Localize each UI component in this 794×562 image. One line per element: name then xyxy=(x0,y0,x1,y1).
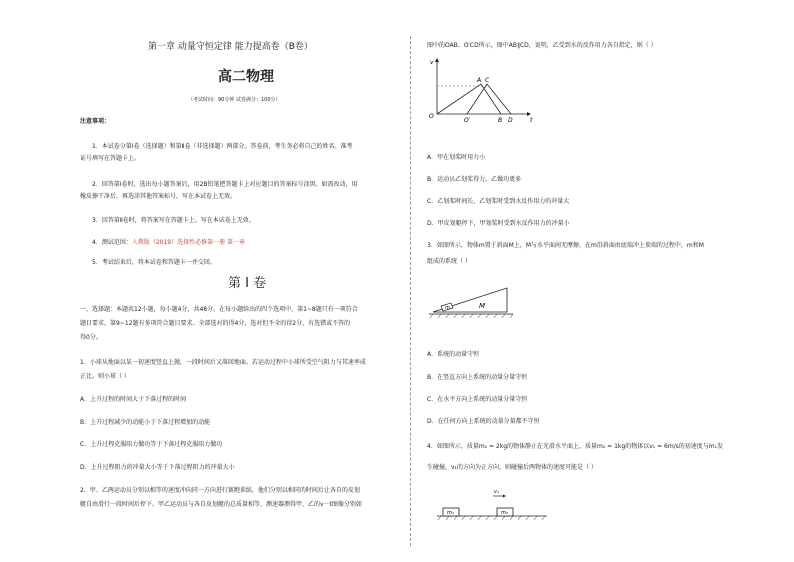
graph-label-o: O xyxy=(429,113,434,120)
q1-stem-line-1: 1．小球从地面以某一初速度竖直上抛，一段时间后又落回地面。若运动过程中小球所受空气阻力与其速率成 xyxy=(80,359,366,366)
exam-subtitle: （考试时间：90分钟 试卷满分：100分） xyxy=(188,97,281,103)
q3-stem-line-2: 组成的系统（ ） xyxy=(427,258,471,265)
notice-3: 3．回答第Ⅱ卷时，将答案写在答题卡上。写在本试卷上无效。 xyxy=(92,217,255,224)
test-scope: 人教版（2019）选择性必修第一册 第一章 xyxy=(131,239,246,246)
label-big-m: M xyxy=(479,302,486,310)
label-m1: m₁ xyxy=(447,510,454,516)
q2-option-a: A．甲在划桨时用力小 xyxy=(427,154,486,161)
q1-stem-line-2: 正比。则小球（ ） xyxy=(80,373,130,380)
q3-option-b: B．在竖直方向上系统的动量分量守恒 xyxy=(427,374,528,381)
left-column xyxy=(78,0,398,562)
q3-option-c: C．在水平方向上系统的动量分量守恒 xyxy=(427,396,528,403)
q2-option-b: B．运动员乙划桨得力，乙做功更多 xyxy=(427,176,522,183)
q3-option-a: A．系统的动量守恒 xyxy=(427,351,480,358)
ground-hatch xyxy=(430,314,513,318)
graph-label-a: A xyxy=(477,77,482,84)
notice-heading: 注意事项： xyxy=(80,118,111,125)
q1-option-a: A．上升过程的时间大于下落过程的时间 xyxy=(80,396,187,403)
notice-4 xyxy=(92,239,245,247)
section-intro-line-1: 一、选择题：本题共12小题，每小题4分，共48分。在每小题给出的四个选项中，第1~8题只有一项符合 xyxy=(80,306,358,313)
label-m: m xyxy=(445,305,450,311)
section-intro-line-3: 得0分。 xyxy=(80,334,102,341)
graph-label-b: B xyxy=(498,117,503,124)
column-divider xyxy=(410,36,411,546)
notice-2-line-2: 橡皮擦干净后，再选涂其他答案标号。写在本试卷上无效。 xyxy=(80,193,237,200)
graph-label-c: C xyxy=(485,77,490,84)
label-m2: m₂ xyxy=(501,510,508,516)
graph-label-o-prime: O′ xyxy=(464,117,471,124)
q2-option-c: C．乙划桨时间长，乙划桨时受到水反作用力的冲量大 xyxy=(427,198,570,205)
q2-stem-line-1: 2．甲、乙两运动员分别以相等的速度冲向同一方向进行赛跑训练，他们分别以相同的时间后让各自的皮划 xyxy=(80,487,360,494)
exam-header: 第一章 动量守恒定律 能力提高卷（B卷） xyxy=(148,42,313,52)
graph-line-oab xyxy=(437,84,501,114)
q1-option-c: C．上升过程克服阻力做功等于下落过程克服阻力做功 xyxy=(80,441,223,448)
label-v1: v₁ xyxy=(494,489,499,495)
q4-collision-figure xyxy=(437,486,557,522)
graph-label-d: D xyxy=(508,117,513,124)
q3-incline-figure xyxy=(427,284,517,320)
q3-option-d: D．在任何方向上系统的动量分量都不守恒 xyxy=(427,418,540,425)
volume-title: 第 Ⅰ 卷 xyxy=(228,276,267,291)
notice-4-label: 4．测试范围： xyxy=(92,239,132,246)
graph-label-v: v xyxy=(430,59,434,66)
graph-line-ocd xyxy=(467,84,511,114)
notice-1-line-2: 证号填写在答题卡上。 xyxy=(80,155,141,162)
q3-stem-line-1: 3．如图所示，物体m置于斜面M上，M与水平面间无摩擦，在m沿斜面由底端冲上顶端的过程中，m和M xyxy=(427,242,704,249)
floor-hatch xyxy=(438,516,545,520)
notice-1-line-1: 1．本试卷分第Ⅰ卷（选择题）和第Ⅱ卷（非选择题）两部分。答卷前，考生务必将自己的姓名、准考 xyxy=(92,143,353,150)
q4-stem-line-2: 生碰撞，v₁的方向为正方向，则碰撞后两物体的速度可能是（ ） xyxy=(427,464,597,471)
notice-5: 5．考试结束后，将本试卷和答题卡一并交回。 xyxy=(92,259,216,266)
notice-2-line-1: 2．回答第Ⅰ卷时，选出每小题答案后，用2B铅笔把答题卡上对应题目的答案标号涂黑。如需改动，用 xyxy=(92,181,358,188)
q2-stem-line-2: 艇自由滑行一段时间后停下。甲乙运动员与各自皮划艇的总质量相等，测速器测得甲、乙的v－t图像分别如 xyxy=(80,501,362,508)
q2-stem-continued: 图中的OAB、O′CD所示，图中AB∥CD，说明，乙受到水的反作用力各自指定，则（ ） xyxy=(427,42,657,49)
right-column xyxy=(427,0,752,562)
q1-option-d: D．上升过程阻力的冲量大小等于下落过程阻力的冲量大小 xyxy=(80,464,235,471)
graph-label-t: t xyxy=(530,117,533,124)
q4-stem-line-1: 4．如图所示，质量m₁ = 2kg的物体静止在光滑水平面上，质量m₂ = 1kg的物体以v₁ = 6m/s的初速度与m₁发 xyxy=(427,443,724,450)
page-title: 高二物理 xyxy=(218,69,274,85)
q1-option-b: B．上升过程减少的动能小于下落过程增加的动能 xyxy=(80,419,211,426)
q2-vt-graph xyxy=(427,56,537,126)
section-intro-line-2: 题目要求，第9~12题有多项符合题目要求。全部选对的得4分，选对但不全的得2分，有选错或不答的 xyxy=(80,320,351,327)
q2-option-d: D．甲皮划艇停下，甲划桨时受到水反作用力的冲量小 xyxy=(427,220,570,227)
